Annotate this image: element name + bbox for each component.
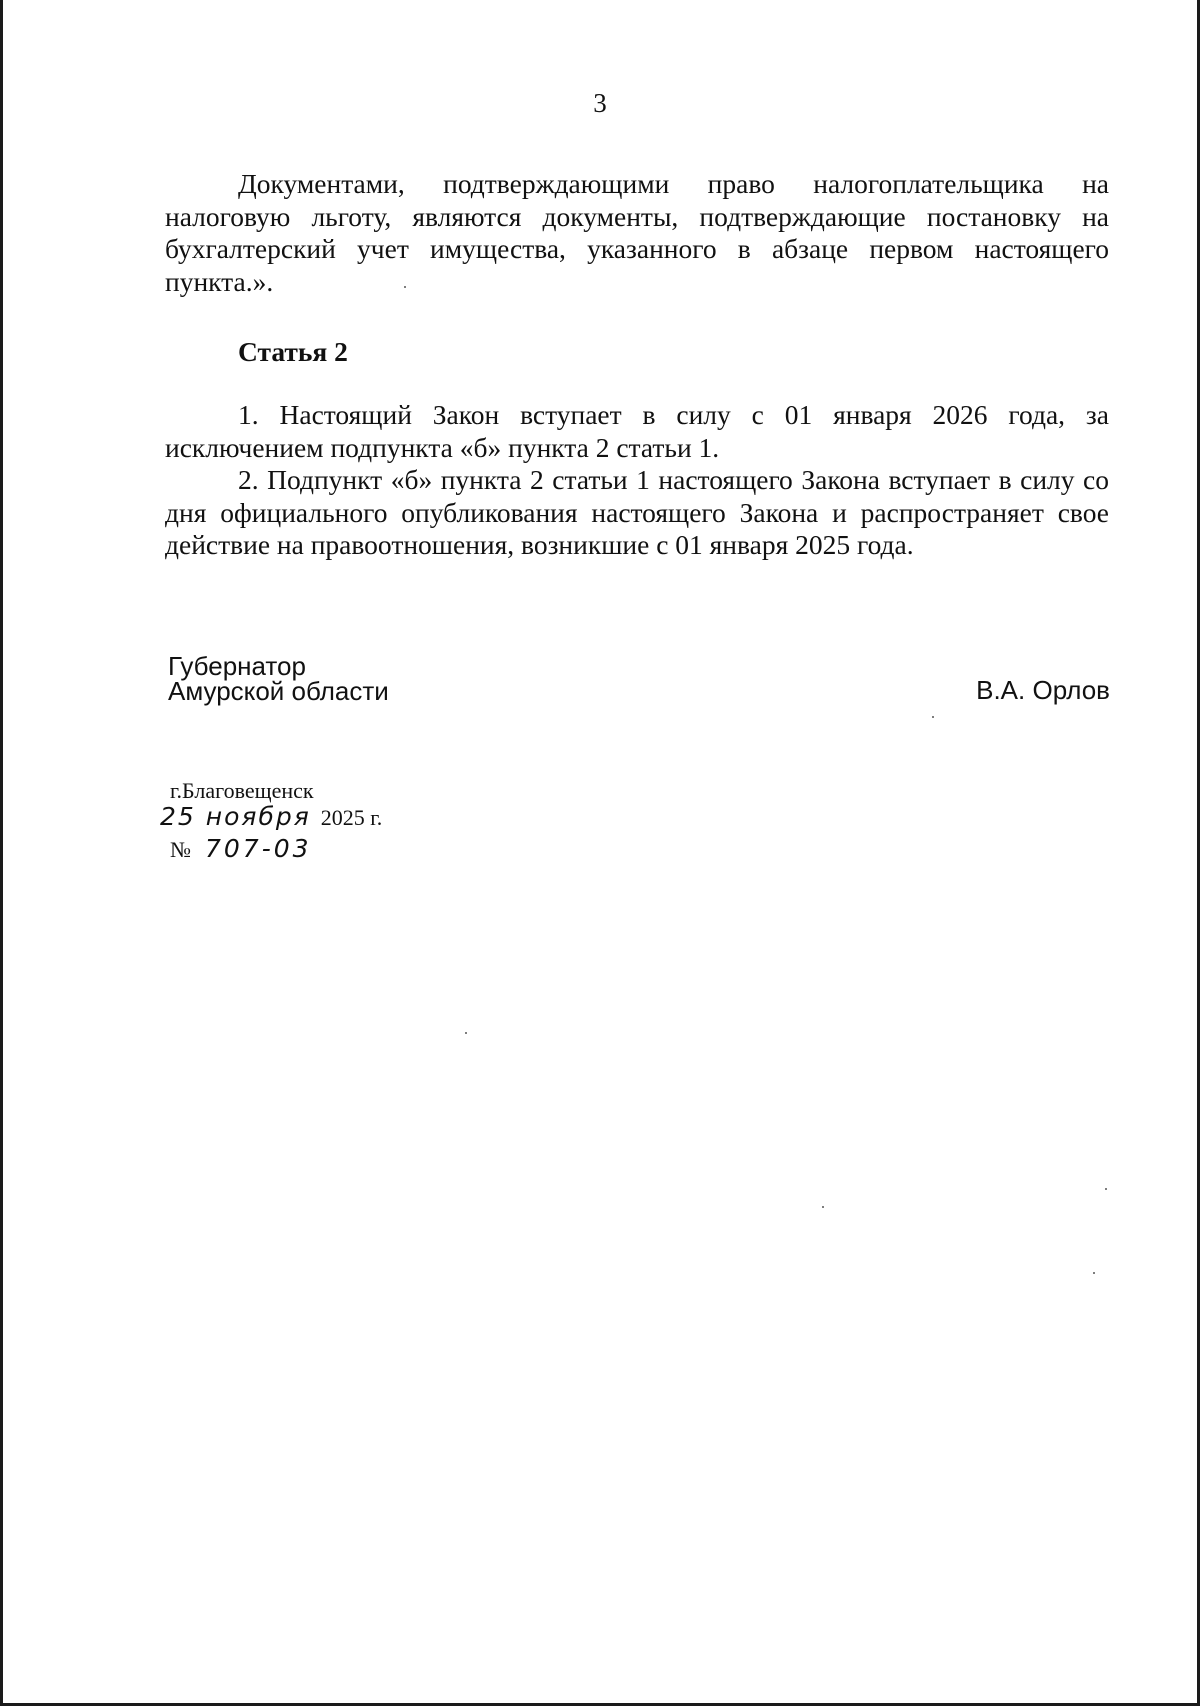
scan-speck (465, 1032, 467, 1034)
closing-paragraph: Документами, подтверждающими право налогоплательщика на налоговую льготу, являются документы, подтверждающие постановку на бухгалтерский учет имущества, указанного в абзаце первом настоящего пункта.». (165, 168, 1109, 297)
scan-speck (404, 286, 406, 288)
article-item-1: 1. Настоящий Закон вступает в силу с 01 января 2026 года, за исключением подпункта «б» пункта 2 статьи 1. (165, 399, 1109, 463)
signatory-position (168, 651, 389, 706)
law-number-line (170, 834, 312, 863)
scan-speck (822, 1206, 824, 1208)
scan-speck (1105, 1188, 1107, 1190)
handwritten-date: 25 ноября (160, 802, 311, 831)
article-heading: Статья 2 (238, 336, 348, 367)
article-items (165, 399, 1109, 562)
scan-border-left (0, 0, 3, 1706)
number-label: № (170, 837, 191, 862)
article-item-2: 2. Подпункт «б» пункта 2 статьи 1 настоящего Закона вступает в силу со дня официального опубликования настоящего Закона и распространяет свое действие на правоотношения, возникшие с 01 января 2025 года. (165, 464, 1109, 561)
signatory-name: В.А. Орлов (976, 675, 1110, 705)
signatory-position-line2: Амурской области (168, 676, 389, 706)
scan-speck (1093, 1272, 1095, 1274)
year-suffix: 2025 г. (320, 805, 383, 830)
handwritten-number: 707-03 (205, 834, 312, 863)
signatory-position-line1: Губернатор (168, 651, 306, 681)
page-number: 3 (593, 88, 607, 118)
place-of-signing: г.Благовещенск (170, 778, 314, 803)
closing-paragraph-block (165, 168, 1109, 298)
scan-speck (932, 716, 934, 718)
date-line (160, 802, 382, 830)
